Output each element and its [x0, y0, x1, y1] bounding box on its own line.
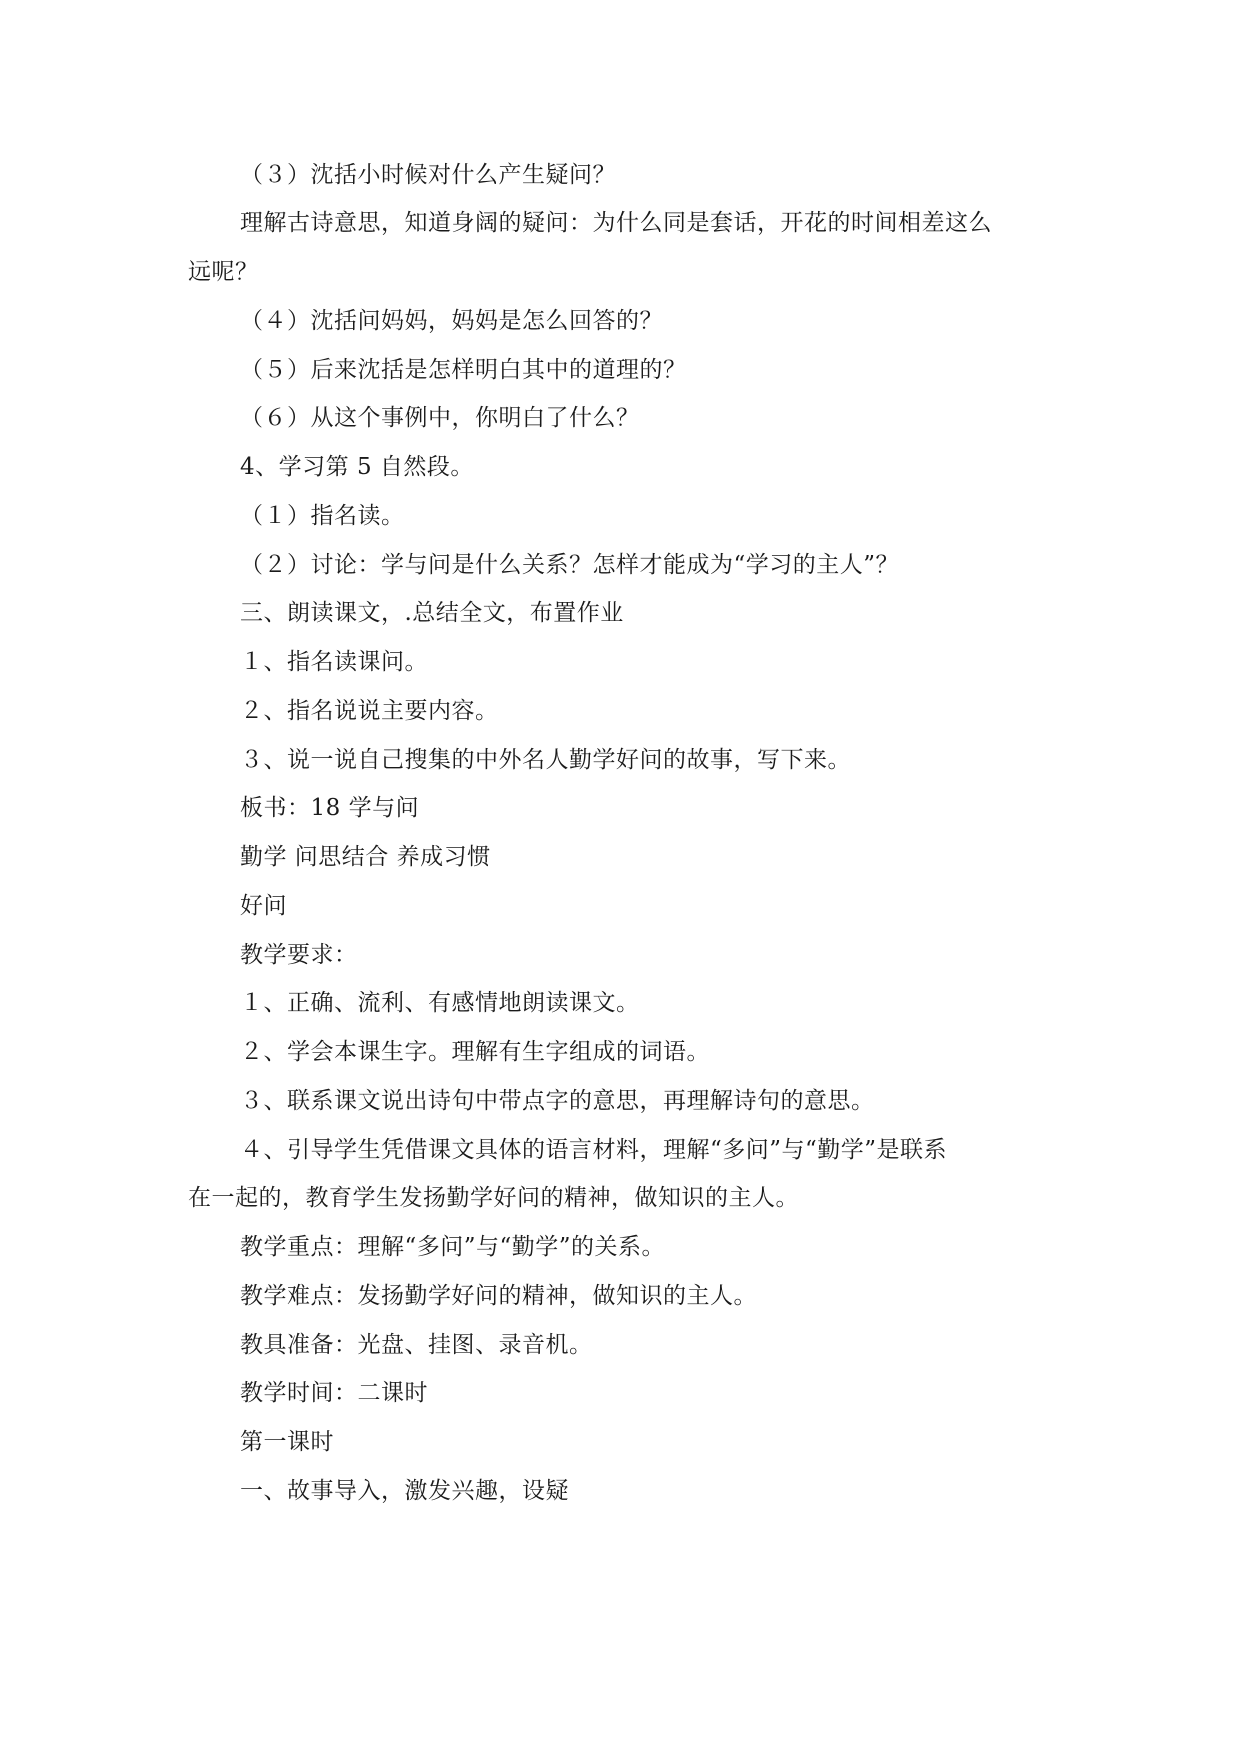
requirement-1: １、正确、流利、有感情地朗读课文。	[240, 990, 640, 1016]
list-item-3: ３、说一说自己搜集的中外名人勤学好问的故事，写下来。	[240, 747, 851, 773]
sub-item-2: （２）讨论：学与问是什么关系？怎样才能成为“学习的主人”？	[240, 552, 900, 578]
first-lesson-heading: 第一课时	[240, 1429, 334, 1455]
board-line-2: 好问	[240, 893, 287, 919]
requirement-2: ２、学会本课生字。理解有生字组成的词语。	[240, 1039, 710, 1065]
board-line-1: 勤学 问思结合 养成习惯	[240, 844, 491, 870]
section-heading-3: 三、朗读课文，.总结全文，布置作业	[240, 600, 624, 626]
list-item-1: １、指名读课问。	[240, 649, 428, 675]
section-heading-1: 一、故事导入，激发兴趣，设疑	[240, 1478, 569, 1504]
requirements-heading: 教学要求：	[240, 942, 358, 968]
requirement-4: ４、引导学生凭借课文具体的语言材料，理解“多问”与“勤学”是联系	[240, 1137, 948, 1163]
teaching-time: 教学时间：二课时	[240, 1380, 428, 1406]
question-6: （６）从这个事例中，你明白了什么？	[240, 405, 640, 431]
teaching-aids: 教具准备：光盘、挂图、录音机。	[240, 1332, 593, 1358]
difficult-point: 教学难点：发扬勤学好问的精神，做知识的主人。	[240, 1283, 757, 1309]
sub-item-1: （１）指名读。	[240, 503, 405, 529]
paragraph-line-continued: 远呢？	[188, 259, 259, 285]
key-point: 教学重点：理解“多问”与“勤学”的关系。	[240, 1234, 666, 1260]
question-5: （５）后来沈括是怎样明白其中的道理的？	[240, 357, 687, 383]
step-4-heading: 4、学习第 5 自然段。	[240, 454, 474, 480]
question-4: （４）沈括问妈妈，妈妈是怎么回答的？	[240, 308, 663, 334]
requirement-4-continued: 在一起的，教育学生发扬勤学好问的精神，做知识的主人。	[188, 1185, 799, 1211]
paragraph-line: 理解古诗意思，知道身阔的疑问：为什么同是套话，开花的时间相差这么	[240, 210, 992, 236]
question-3: （３）沈括小时候对什么产生疑问？	[240, 162, 616, 188]
list-item-2: ２、指名说说主要内容。	[240, 698, 499, 724]
board-title: 板书：18 学与问	[240, 795, 420, 821]
requirement-3: ３、联系课文说出诗句中带点字的意思，再理解诗句的意思。	[240, 1088, 875, 1114]
